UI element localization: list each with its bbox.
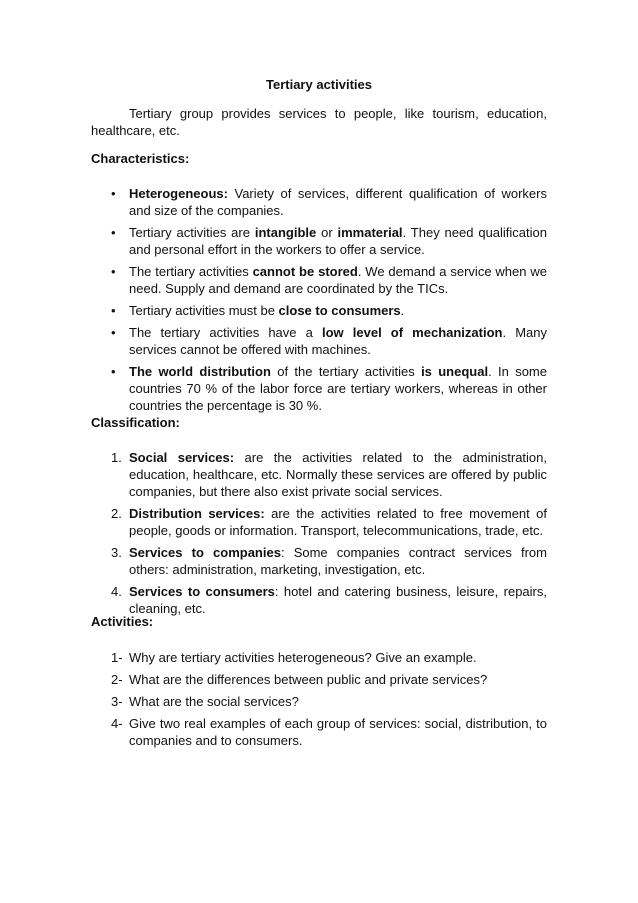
list-item [111, 449, 547, 500]
bullet-marker: • [111, 186, 116, 201]
list-item [111, 583, 547, 617]
bullet-marker: • [111, 264, 116, 279]
activities-heading: Activities: [91, 614, 154, 629]
list-item-text: Social services: are the activities related to the administration, education, healthcare, etc. Normally these services are offered by public companies, but there also exist private social services. [129, 450, 547, 499]
list-item [111, 505, 547, 539]
list-item-text: The tertiary activities cannot be stored. We demand a service when we need. Supply and demand are coordinated by the TICs. [129, 264, 547, 296]
list-item [111, 224, 547, 258]
list-item [111, 715, 547, 749]
list-item [111, 263, 547, 297]
list-number: 4- [111, 716, 123, 731]
list-item-text: Give two real examples of each group of services: social, distribution, to companies and to consumers. [129, 716, 547, 748]
activities-list [111, 649, 547, 754]
list-item-text: Services to companies: Some companies contract services from others: administration, marketing, investigation, etc. [129, 545, 547, 577]
bullet-marker: • [111, 325, 116, 340]
list-number: 1- [111, 650, 123, 665]
bullet-marker: • [111, 364, 116, 379]
list-number: 1. [111, 450, 122, 465]
list-item [111, 302, 547, 319]
list-item [111, 544, 547, 578]
classification-heading: Classification: [91, 415, 180, 430]
list-number: 3. [111, 545, 122, 560]
characteristics-list [111, 185, 547, 419]
list-item-text: Services to consumers: hotel and catering business, leisure, repairs, cleaning, etc. [129, 584, 547, 616]
list-item [111, 671, 547, 688]
list-item-text: Distribution services: are the activities related to free movement of people, goods or information. Transport, telecommunications, trade, etc. [129, 506, 547, 538]
list-item-text: What are the social services? [129, 694, 299, 709]
intro-paragraph: Tertiary group provides services to people, like tourism, education, healthcare, etc. [91, 106, 547, 138]
list-number: 2- [111, 672, 123, 687]
list-item [111, 649, 547, 666]
list-item-text: Why are tertiary activities heterogeneous? Give an example. [129, 650, 477, 665]
list-number: 4. [111, 584, 122, 599]
list-number: 3- [111, 694, 123, 709]
list-item [111, 693, 547, 710]
list-item-text: Tertiary activities must be close to consumers. [129, 303, 405, 318]
list-item [111, 185, 547, 219]
list-item [111, 324, 547, 358]
list-item-text: What are the differences between public and private services? [129, 672, 488, 687]
classification-list [111, 449, 547, 622]
characteristics-heading: Characteristics: [91, 151, 190, 166]
bullet-marker: • [111, 303, 116, 318]
list-item-text: Heterogeneous: Variety of services, different qualification of workers and size of the companies. [129, 186, 547, 218]
list-item [111, 363, 547, 414]
bullet-marker: • [111, 225, 116, 240]
page-title: Tertiary activities [266, 77, 372, 92]
list-item-text: The world distribution of the tertiary activities is unequal. In some countries 70 % of the labor force are tertiary workers, whereas in other countries the percentage is 30 %. [129, 364, 547, 413]
list-number: 2. [111, 506, 122, 521]
list-item-text: Tertiary activities are intangible or immaterial. They need qualification and personal effort in the workers to offer a service. [129, 225, 547, 257]
list-item-text: The tertiary activities have a low level of mechanization. Many services cannot be offered with machines. [129, 325, 548, 357]
